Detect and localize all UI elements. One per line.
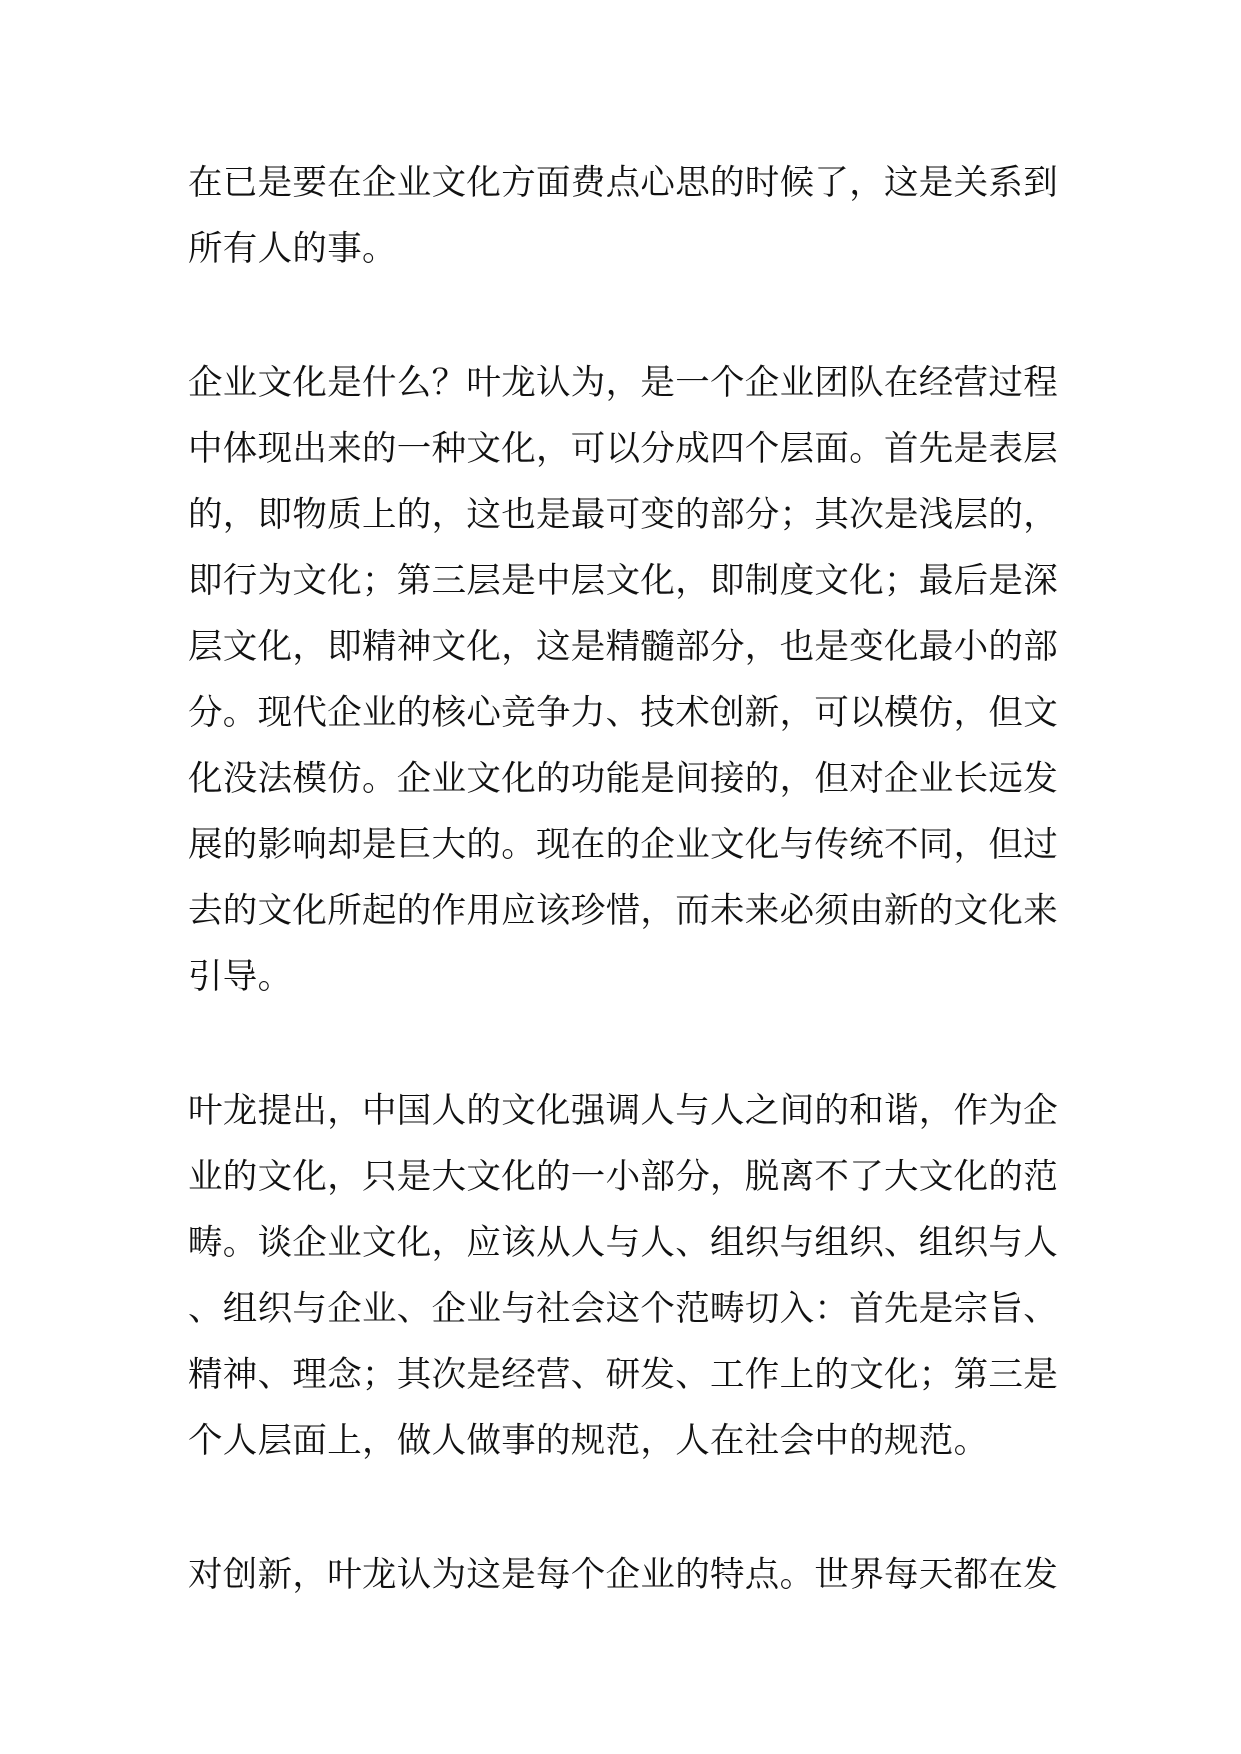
text-line: 层文化，即精神文化，这是精髓部分，也是变化最小的部 (188, 627, 1058, 667)
text-line: 对创新，叶龙认为这是每个企业的特点。世界每天都在发 (188, 1555, 1058, 1595)
document-body (188, 150, 1058, 1608)
text-line: 在已是要在企业文化方面费点心思的时候了，这是关系到 (188, 163, 1058, 203)
text-line: 畴。谈企业文化，应该从人与人、组织与组织、组织与人 (188, 1223, 1058, 1263)
text-line: 叶龙提出，中国人的文化强调人与人之间的和谐，作为企 (188, 1091, 1058, 1131)
text-line: 分。现代企业的核心竞争力、技术创新，可以模仿，但文 (188, 693, 1058, 733)
text-line: 业的文化，只是大文化的一小部分，脱离不了大文化的范 (188, 1157, 1058, 1197)
paragraph-4 (188, 1542, 1058, 1608)
text-line: 化没法模仿。企业文化的功能是间接的，但对企业长远发 (188, 759, 1058, 799)
text-line: 去的文化所起的作用应该珍惜，而未来必须由新的文化来 (188, 891, 1058, 931)
text-line: 企业文化是什么？叶龙认为，是一个企业团队在经营过程 (188, 363, 1058, 403)
paragraph-spacer (188, 1010, 1028, 1078)
paragraph-spacer (188, 1474, 1028, 1542)
paragraph-3 (188, 1078, 1058, 1474)
text-line: 个人层面上，做人做事的规范，人在社会中的规范。 (188, 1421, 989, 1461)
text-line: 所有人的事。 (188, 229, 397, 269)
text-line: 的，即物质上的，这也是最可变的部分；其次是浅层的， (188, 495, 1058, 535)
text-line: 引导。 (188, 957, 293, 997)
paragraph-1 (188, 150, 1058, 282)
text-line: 精神、理念；其次是经营、研发、工作上的文化；第三是 (188, 1355, 1058, 1395)
text-line: 即行为文化；第三层是中层文化，即制度文化；最后是深 (188, 561, 1058, 601)
paragraph-spacer (188, 282, 1028, 350)
text-line: 展的影响却是巨大的。现在的企业文化与传统不同，但过 (188, 825, 1058, 865)
text-line: 中体现出来的一种文化，可以分成四个层面。首先是表层 (188, 429, 1058, 469)
paragraph-2 (188, 350, 1058, 1010)
text-line: 、组织与企业、企业与社会这个范畴切入：首先是宗旨、 (188, 1289, 1058, 1329)
